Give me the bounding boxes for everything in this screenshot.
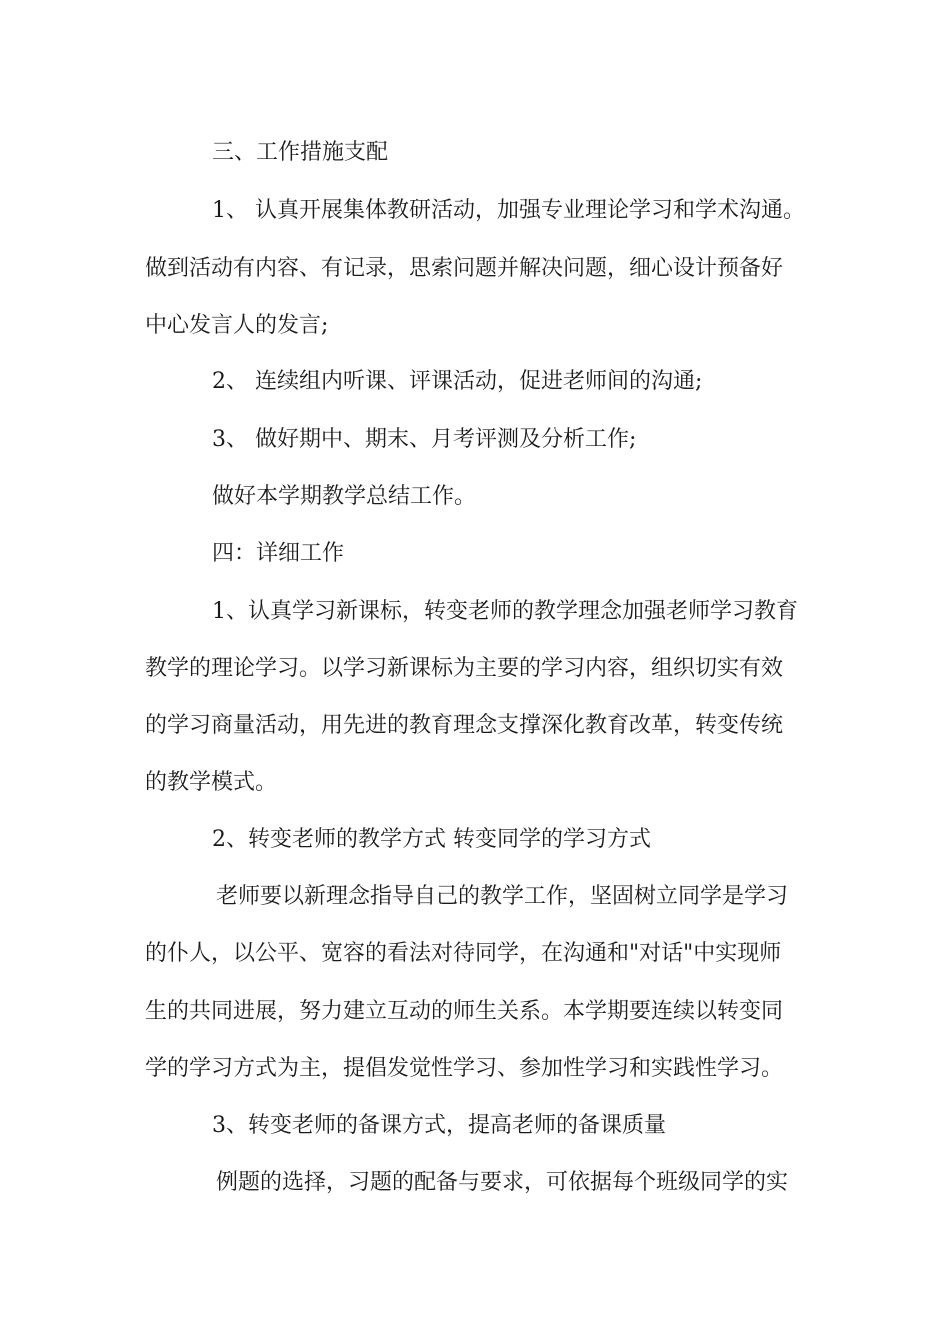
paragraph-line: 做好本学期教学总结工作。	[212, 484, 477, 509]
paragraph-line: 例题的选择，习题的配备与要求，可依据每个班级同学的实	[216, 1170, 789, 1195]
paragraph-line: 的教学模式。	[145, 770, 278, 795]
paragraph-line: 教学的理论学习。以学习新课标为主要的学习内容，组织切实有效	[145, 656, 784, 681]
paragraph-line: 生的共同进展，努力建立互动的师生关系。本学期要连续以转变同	[145, 999, 784, 1024]
paragraph-line: 学的学习方式为主，提倡发觉性学习、参加性学习和实践性学习。	[145, 1056, 784, 1081]
item-1-line: 中心发言人的发言;	[145, 313, 329, 338]
paragraph-line: 的仆人，以公平、宽容的看法对待同学，在沟通和"对话"中实现师	[145, 941, 782, 966]
item-3-line: 3、 做好期中、期末、月考评测及分析工作;	[212, 427, 637, 452]
heading-work-measures: 三、工作措施支配	[212, 140, 389, 165]
paragraph-line: 的学习商量活动，用先进的教育理念支撑深化教育改革，转变传统	[145, 713, 784, 738]
item-2-line: 2、 连续组内听课、评课活动，促进老师间的沟通;	[212, 369, 703, 394]
paragraph-line: 1、认真学习新课标，转变老师的教学理念加强老师学习教育	[212, 599, 798, 624]
heading-detailed-work: 四：详细工作	[212, 541, 345, 566]
item-1-line: 做到活动有内容、有记录，思索问题并解决问题，细心设计预备好	[145, 256, 784, 281]
item-1-line: 1、 认真开展集体教研活动，加强专业理论学习和学术沟通。	[212, 198, 805, 223]
subheading-line: 3、转变老师的备课方式，提高老师的备课质量	[212, 1113, 666, 1138]
paragraph-line: 老师要以新理念指导自己的教学工作，坚固树立同学是学习	[216, 884, 789, 909]
subheading-line: 2、转变老师的教学方式 转变同学的学习方式	[212, 827, 651, 852]
